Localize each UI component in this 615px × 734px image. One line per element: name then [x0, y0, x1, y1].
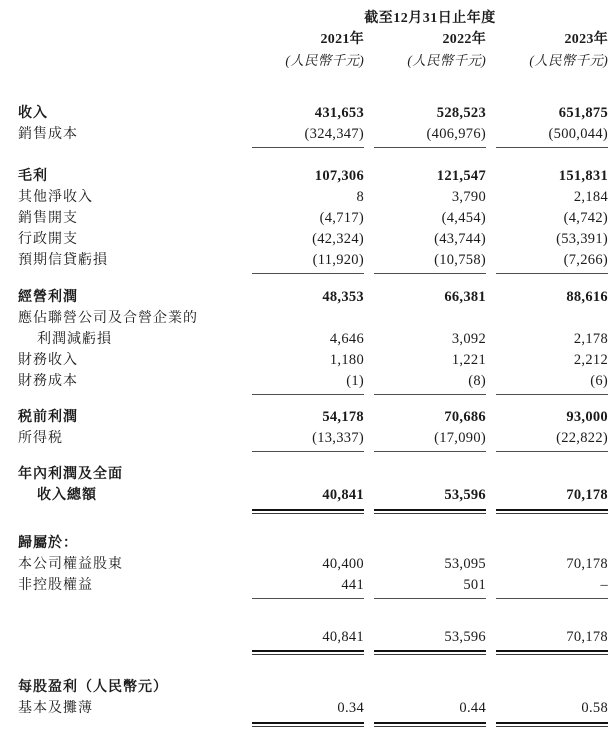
- cell-2023: (7,266): [496, 250, 608, 274]
- row-label: 年內利潤及全面: [18, 467, 123, 482]
- table-row: [18, 329, 608, 350]
- statement-header: [18, 8, 608, 71]
- cell-2023: (500,044): [496, 124, 608, 148]
- cell-2023: (4,742): [563, 210, 608, 226]
- table-row: [18, 308, 608, 329]
- cell-2021: 4,646: [329, 331, 364, 347]
- table-row: [18, 575, 608, 599]
- cell-2021: 107,306: [314, 168, 364, 184]
- table-row: [18, 124, 608, 148]
- cell-2023: 151,831: [558, 168, 608, 184]
- cell-2023: 2,212: [573, 352, 608, 368]
- year-column-2023: 2023年: [564, 32, 608, 47]
- cell-2021: 40,841: [252, 485, 364, 514]
- row-label: 銷售成本: [18, 127, 78, 142]
- row-label: 歸屬於：: [18, 535, 78, 551]
- row-label: 每股盈利（人民幣元）: [18, 680, 168, 695]
- row-label: 税前利潤: [18, 410, 78, 425]
- cell-2022: 501: [374, 575, 486, 599]
- cell-2023: 0.58: [496, 698, 608, 727]
- cell-2022: (10,758): [374, 250, 486, 274]
- table-row: [18, 208, 608, 229]
- cell-2022: 53,596: [374, 485, 486, 514]
- unit-label-2022: (人民幣千元): [407, 53, 486, 68]
- cell-2022: 53,596: [374, 627, 486, 656]
- table-row: [18, 627, 608, 656]
- cell-2021: 8: [356, 189, 364, 205]
- cell-2023: 93,000: [566, 409, 608, 425]
- year-header-row: [18, 29, 608, 50]
- cell-2021: (42,324): [312, 231, 364, 247]
- row-label: 財務成本: [18, 374, 78, 389]
- row-label: 收入總額: [37, 488, 97, 503]
- cell-2022: 121,547: [436, 168, 486, 184]
- cell-2022: 3,790: [451, 189, 486, 205]
- row-label: 預期信貸虧損: [18, 253, 108, 268]
- cell-2023: 70,178: [566, 555, 608, 572]
- cell-2023: 651,875: [558, 105, 608, 121]
- cell-2023: (22,822): [496, 428, 608, 452]
- cell-2022: 3,092: [451, 331, 486, 347]
- cell-2023: (53,391): [556, 231, 608, 247]
- row-label: 行政開支: [18, 232, 78, 247]
- table-row: [18, 187, 608, 208]
- row-label: 所得税: [18, 431, 63, 446]
- table-row: [18, 250, 608, 274]
- row-label: 財務收入: [18, 353, 78, 368]
- cell-2021: (1): [252, 371, 364, 395]
- cell-2023: –: [496, 575, 608, 599]
- cell-2023: 70,178: [496, 627, 608, 656]
- table-row: [18, 554, 608, 575]
- cell-2021: 431,653: [314, 105, 364, 121]
- row-label: 收入: [18, 106, 48, 121]
- unit-label-2021: (人民幣千元): [285, 53, 364, 68]
- row-label: 其他淨收入: [18, 190, 93, 205]
- table-row: [18, 485, 608, 514]
- cell-2022: (8): [374, 371, 486, 395]
- row-label: 經營利潤: [18, 290, 78, 305]
- cell-2022: (4,454): [441, 210, 486, 226]
- row-label: 毛利: [18, 169, 48, 184]
- cell-2022: 70,686: [444, 409, 486, 425]
- cell-2022: 66,381: [444, 289, 486, 305]
- cell-2021: 1,180: [329, 352, 364, 368]
- cell-2023: 70,178: [496, 485, 608, 514]
- cell-2021: 0.34: [252, 698, 364, 727]
- cell-2021: 40,841: [252, 627, 364, 656]
- table-row: [18, 407, 608, 428]
- cell-2021: (13,337): [252, 428, 364, 452]
- cell-2021: (4,717): [319, 210, 364, 226]
- cell-2022: (43,744): [434, 231, 486, 247]
- table-row: [18, 698, 608, 727]
- period-title: 截至12月31日止年度: [364, 11, 496, 26]
- cell-2022: 528,523: [436, 105, 486, 121]
- table-row: [18, 229, 608, 250]
- table-row: [18, 371, 608, 395]
- unit-label-2023: (人民幣千元): [529, 53, 608, 68]
- row-label: 非控股權益: [18, 577, 93, 593]
- unit-header-row: [18, 50, 608, 71]
- cell-2022: 53,095: [444, 555, 486, 572]
- row-label: 應佔聯營公司及合營企業的: [18, 311, 198, 326]
- cell-2023: 2,178: [573, 331, 608, 347]
- cell-2021: 48,353: [322, 289, 364, 305]
- table-row: [18, 464, 608, 485]
- cell-2022: 0.44: [374, 698, 486, 727]
- table-row: [18, 533, 608, 554]
- row-label: 基本及攤薄: [18, 701, 93, 716]
- cell-2022: (406,976): [374, 124, 486, 148]
- cell-2023: 2,184: [573, 189, 608, 205]
- row-label: 利潤減虧損: [37, 332, 112, 347]
- cell-2021: (11,920): [252, 250, 364, 274]
- cell-2021: 40,400: [322, 555, 364, 572]
- table-row: [18, 428, 608, 452]
- cell-2023: 88,616: [566, 289, 608, 305]
- table-row: [18, 677, 608, 698]
- table-row: [18, 103, 608, 124]
- year-column-2021: 2021年: [320, 32, 364, 47]
- statement-body: [18, 103, 608, 727]
- cell-2022: (17,090): [374, 428, 486, 452]
- table-row: [18, 350, 608, 371]
- table-row: [18, 166, 608, 187]
- cell-2021: 54,178: [322, 409, 364, 425]
- cell-2023: (6): [496, 371, 608, 395]
- cell-2021: 441: [252, 575, 364, 599]
- row-label: 銷售開支: [18, 211, 78, 226]
- row-label: 本公司權益股東: [18, 556, 123, 572]
- year-column-2022: 2022年: [442, 32, 486, 47]
- cell-2022: 1,221: [451, 352, 486, 368]
- cell-2021: (324,347): [252, 124, 364, 148]
- table-row: [18, 287, 608, 308]
